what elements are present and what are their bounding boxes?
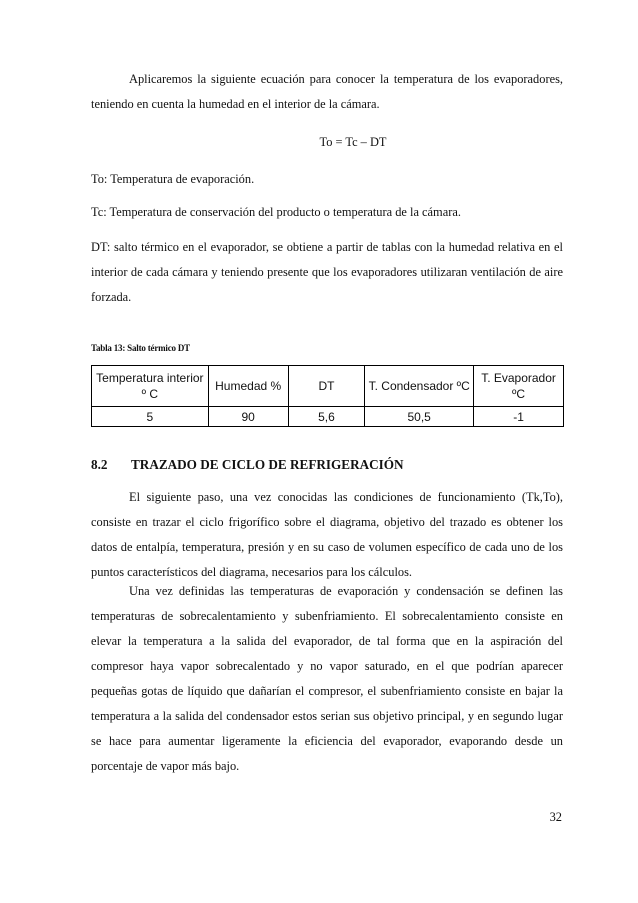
table-header: T. Evaporador ºC bbox=[474, 366, 564, 407]
table-caption: Tabla 13: Salto térmico DT bbox=[91, 343, 190, 353]
table-header: DT bbox=[288, 366, 365, 407]
section-paragraph-1: El siguiente paso, una vez conocidas las condiciones de funcionamiento (Tk,To), consiste en trazar el ciclo frigorífico sobre el diagrama, objetivo del trazado es obtener los datos de entalpía, temperatura, presión y en su caso de volumen específico de cada uno de los puntos característicos del diagrama, necesarios para los cálculos. bbox=[91, 490, 563, 579]
table-cell: -1 bbox=[474, 407, 564, 427]
equation: To = Tc – DT bbox=[319, 135, 387, 149]
section-title: TRAZADO DE CICLO DE REFRIGERACIÓN bbox=[131, 457, 404, 472]
table-cell: 5,6 bbox=[288, 407, 365, 427]
definition-tc: Tc: Temperatura de conservación del producto o temperatura de la cámara. bbox=[91, 205, 461, 219]
table-cell: 50,5 bbox=[365, 407, 474, 427]
table-cell: 5 bbox=[92, 407, 209, 427]
table-header-row bbox=[92, 366, 564, 407]
page-number: 32 bbox=[549, 810, 562, 824]
table-header: Temperatura interior º C bbox=[92, 366, 209, 407]
section-heading bbox=[91, 457, 563, 473]
section-number: 8.2 bbox=[91, 457, 108, 472]
definition-to: To: Temperatura de evaporación. bbox=[91, 172, 255, 186]
table-row bbox=[92, 407, 564, 427]
section-paragraph-2: Una vez definidas las temperaturas de evaporación y condensación se definen las temperaturas de sobrecalentamiento y subenfriamiento. El sobrecalentamiento consiste en elevar la temperatura a la salida del evaporador, de tal forma que en la aspiración del compresor haya vapor sobrecalentado y no vapor saturado, en el que podrían aparecer pequeñas gotas de líquido que dañarían el compresor, el subenfriamiento consiste en bajar la temperatura a la salida del condensador estos serian sus objetivo principal, y en segundo lugar se hace para aumentar ligeramente la eficiencia del evaporador, evaporando desde un porcentaje de vapor más bajo. bbox=[91, 584, 563, 773]
salto-termico-table bbox=[91, 365, 564, 427]
table-header: Humedad % bbox=[208, 366, 288, 407]
intro-paragraph: Aplicaremos la siguiente ecuación para conocer la temperatura de los evaporadores, teniendo en cuenta la humedad en el interior de la cámara. bbox=[91, 72, 563, 111]
definition-dt: DT: salto térmico en el evaporador, se obtiene a partir de tablas con la humedad relativa en el interior de cada cámara y teniendo presente que los evaporadores utilizaran ventilación de aire forzada. bbox=[91, 240, 563, 304]
table-cell: 90 bbox=[208, 407, 288, 427]
table-header: T. Condensador ºC bbox=[365, 366, 474, 407]
